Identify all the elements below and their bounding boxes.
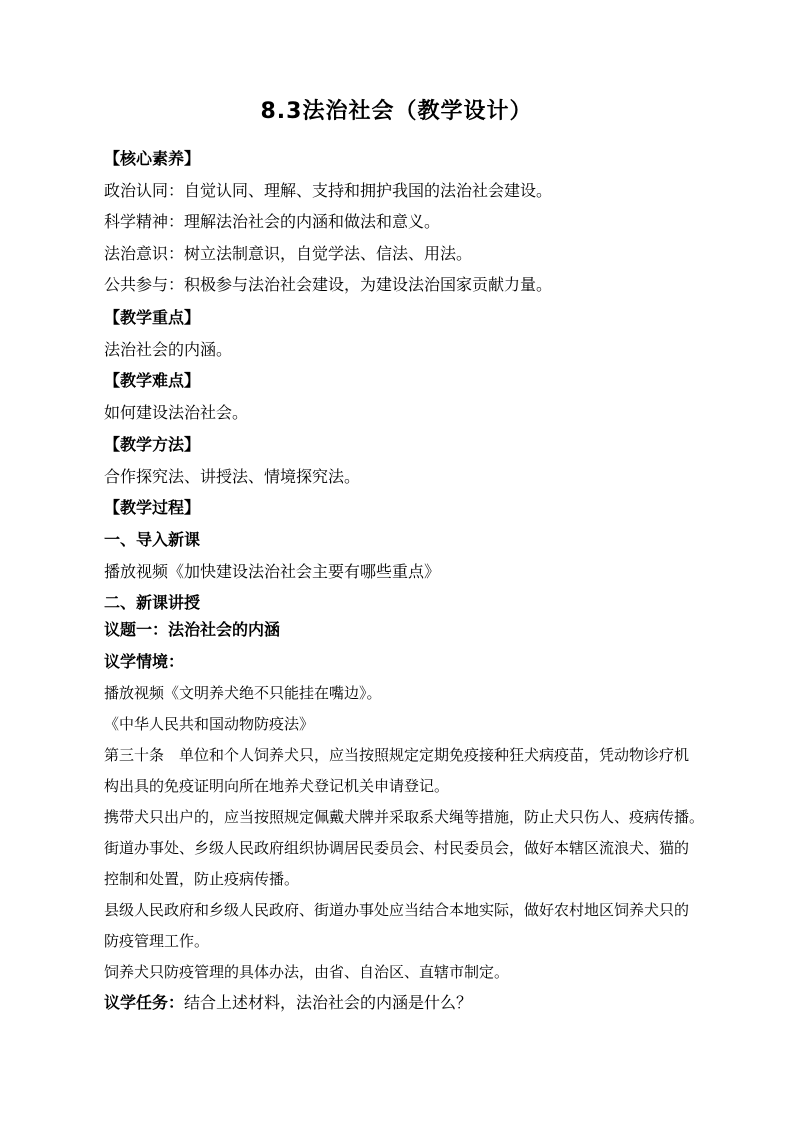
core-line-public: 公共参与：积极参与法治社会建设，为建设法治国家贡献力量。 xyxy=(104,275,553,294)
article-para-3-line-2: 控制和处置，防止疫病传播。 xyxy=(104,870,300,888)
article-para-4-line-2: 防疫管理工作。 xyxy=(104,932,210,950)
task-text: 结合上述材料，法治社会的内涵是什么？ xyxy=(184,993,473,1012)
section1-heading: 一、导入新课 xyxy=(104,530,201,549)
core-line-law: 法治意识：树立法制意识，自觉学法、信法、用法。 xyxy=(104,244,473,263)
article-para-3-line-1: 街道办事处、乡级人民政府组织协调居民委员会、村民委员会，做好本辖区流浪犬、猫的 xyxy=(104,839,690,857)
article-para-2: 携带犬只出户的，应当按照规定佩戴犬牌并采取系犬绳等措施，防止犬只伤人、疫病传播。 xyxy=(104,808,705,826)
key-point-heading: 【教学重点】 xyxy=(104,308,201,327)
core-line-science: 科学精神：理解法治社会的内涵和做法和意义。 xyxy=(104,212,441,231)
section2-heading: 二、新课讲授 xyxy=(104,593,201,612)
task-line xyxy=(104,992,472,1014)
difficulty-text: 如何建设法治社会。 xyxy=(104,403,249,422)
section1-text: 播放视频《加快建设法治社会主要有哪些重点》 xyxy=(104,562,441,581)
article-para-5: 饲养犬只防疫管理的具体办法，由省、自治区、直辖市制定。 xyxy=(104,963,510,981)
article-para-4-line-1: 县级人民政府和乡级人民政府、街道办事处应当结合本地实际，做好农村地区饲养犬只的 xyxy=(104,901,690,919)
method-heading: 【教学方法】 xyxy=(104,435,201,454)
situation-video: 播放视频《文明养犬绝不只能挂在嘴边》。 xyxy=(104,684,382,702)
page-title: 8.3法治社会（教学设计） xyxy=(260,99,533,124)
topic1-heading: 议题一：法治社会的内涵 xyxy=(104,620,281,639)
situation-heading: 议学情境： xyxy=(104,652,185,671)
key-point-text: 法治社会的内涵。 xyxy=(104,340,233,359)
article-line-1: 第三十条 单位和个人饲养犬只，应当按照规定定期免疫接种狂犬病疫苗，凭动物诊疗机 xyxy=(104,746,690,764)
method-text: 合作探究法、讲授法、情境探究法。 xyxy=(104,467,361,486)
task-label: 议学任务： xyxy=(104,993,185,1012)
process-heading: 【教学过程】 xyxy=(104,498,201,517)
article-line-2: 构出具的免疫证明向所在地养犬登记机关申请登记。 xyxy=(104,777,450,795)
law-title: 《中华人民共和国动物防疫法》 xyxy=(104,715,315,733)
core-line-political: 政治认同：自觉认同、理解、支持和拥护我国的法治社会建设。 xyxy=(104,181,553,200)
difficulty-heading: 【教学难点】 xyxy=(104,371,201,390)
core-literacy-heading: 【核心素养】 xyxy=(104,149,201,168)
